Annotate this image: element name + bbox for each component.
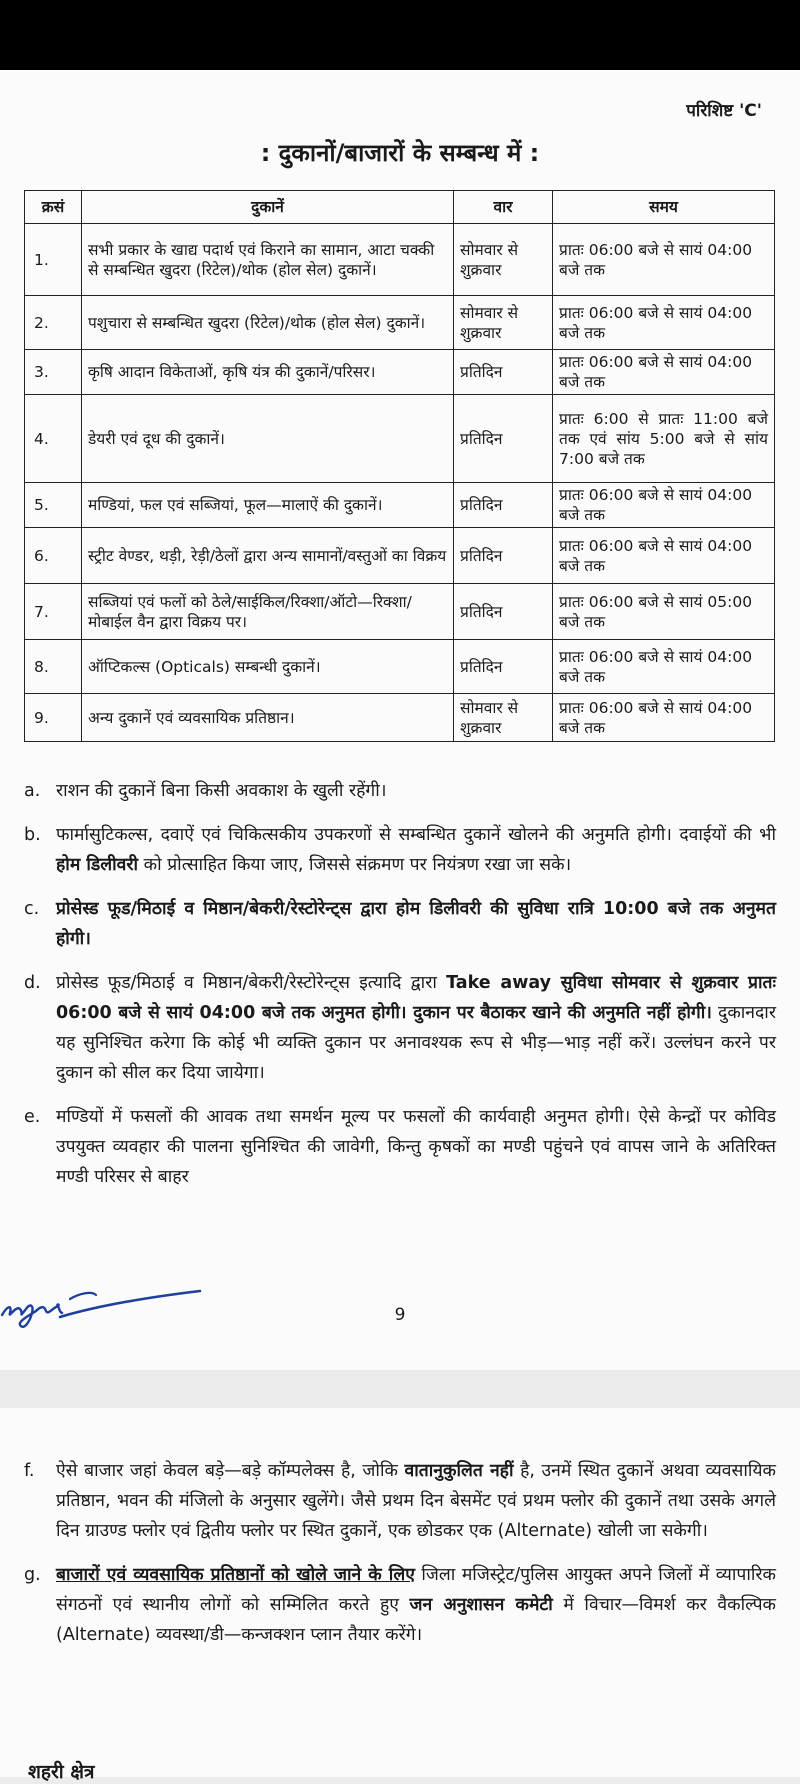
- note-b: [24, 820, 776, 880]
- cell-time: प्रातः 06:00 बजे से सायं 04:00 बजे तक: [553, 640, 775, 694]
- note-a: [24, 776, 776, 806]
- cell-shop: सभी प्रकार के खाद्य पदार्थ एवं किराने का सामान, आटा चक्की से सम्बन्धित खुदरा (रिटेल)/थोक (होल सेल) दुकानें।: [82, 224, 454, 296]
- cell-shop: डेयरी एवं दूध की दुकानें।: [82, 395, 454, 483]
- cell-day: प्रतिदिन: [454, 483, 553, 528]
- note-text: फार्मासुटिकल्स, दवाऐं एवं चिकित्सकीय उपकरणों से सम्बन्धित दुकानें खोलने की अनुमति होगी। दवाईयों की भी होम डिलीवरी को प्रोत्साहित किया जाए, जिससे संक्रमण पर नियंत्रण रखा जा सके।: [56, 825, 776, 875]
- header-shops: दुकानें: [82, 191, 454, 224]
- cell-serial: 8.: [25, 640, 82, 694]
- note-marker: d.: [24, 973, 41, 993]
- header-serial: क्रसं: [25, 191, 82, 224]
- cell-shop: पशुचारा से सम्बन्धित खुदरा (रिटेल)/थोक (होल सेल) दुकानें।: [82, 296, 454, 350]
- cell-time: प्रातः 06:00 बजे से सायं 04:00 बजे तक: [553, 483, 775, 528]
- cell-day: प्रतिदिन: [454, 395, 553, 483]
- cell-serial: 5.: [25, 483, 82, 528]
- note-d: [24, 968, 776, 1088]
- note-marker: f.: [24, 1461, 35, 1481]
- note-f: [24, 1456, 776, 1546]
- table-row: [25, 528, 775, 584]
- table-row: [25, 584, 775, 640]
- table-row: [25, 395, 775, 483]
- note-c: [24, 894, 776, 954]
- cell-shop: अन्य दुकानें एवं व्यवसायिक प्रतिष्ठान।: [82, 694, 454, 742]
- note-marker: e.: [24, 1107, 41, 1127]
- table-header-row: [25, 191, 775, 224]
- cell-time: प्रातः 06:00 बजे से सायं 05:00 बजे तक: [553, 584, 775, 640]
- cell-time: प्रातः 06:00 बजे से सायं 04:00 बजे तक: [553, 224, 775, 296]
- notes-list-continued: [24, 1456, 776, 1650]
- table-row: [25, 350, 775, 395]
- cell-day: सोमवार से शुक्रवार: [454, 296, 553, 350]
- cell-time: प्रातः 06:00 बजे से सायं 04:00 बजे तक: [553, 528, 775, 584]
- cell-time: प्रातः 06:00 बजे से सायं 04:00 बजे तक: [553, 296, 775, 350]
- cell-day: प्रतिदिन: [454, 528, 553, 584]
- section-title: : दुकानों/बाजारों के सम्बन्ध में :: [260, 139, 540, 167]
- cell-day: सोमवार से शुक्रवार: [454, 694, 553, 742]
- emphasis-text: होम डिलीवरी: [56, 855, 139, 875]
- document-page-2: [0, 1408, 800, 1783]
- cell-serial: 6.: [25, 528, 82, 584]
- cell-shop: स्ट्रीट वेण्डर, थड़ी, रेड़ी/ठेलों द्वारा अन्य सामानों/वस्तुओं का विक्रय: [82, 528, 454, 584]
- table-row: [25, 483, 775, 528]
- note-text: राशन की दुकानें बिना किसी अवकाश के खुली रहेंगी।: [56, 781, 387, 801]
- note-text: मण्डियों में फसलों की आवक तथा समर्थन मूल्य पर फसलों की कार्यवाही अनुमत होगी। ऐसे केन्द्रों पर कोविड उपयुक्त व्यवहार की पालना सुनिश्चित की जावेगी, किन्तु कृषकों का मण्डी पहुंचने एवं वापस जाने के अतिरिक्त मण्डी परिसर से बाहर: [56, 1107, 776, 1187]
- emphasis-text: Take away सुविधा सोमवार से शुक्रवार प्रातः 06:00 बजे से सायं 04:00 बजे तक अनुमत होगी। दुकान पर बैठाकर खाने की अनुमति नहीं होगी।: [56, 973, 776, 1023]
- emphasis-text: वातानुकुलित नहीं: [404, 1461, 514, 1481]
- shops-timing-table: [24, 190, 775, 742]
- table-row: [25, 694, 775, 742]
- notes-list: [24, 776, 776, 1192]
- page-number: 9: [394, 1305, 406, 1325]
- note-g: [24, 1560, 776, 1650]
- table-row: [25, 224, 775, 296]
- appendix-label: परिशिष्ट 'C': [686, 101, 762, 121]
- cell-serial: 4.: [25, 395, 82, 483]
- header-time: समय: [553, 191, 775, 224]
- cell-shop: ऑप्टिकल्स (Opticals) सम्बन्धी दुकानें।: [82, 640, 454, 694]
- cell-time: प्रातः 6:00 से प्रातः 11:00 बजे तक एवं सांय 5:00 बजे से सांय 7:00 बजे तक: [553, 395, 775, 483]
- header-day: वार: [454, 191, 553, 224]
- cell-day: प्रतिदिन: [454, 350, 553, 395]
- underlined-text: बाजारों एवं व्यवसायिक प्रतिष्ठानों को खोले जाने के लिए: [56, 1565, 415, 1585]
- section-heading-urban: शहरी क्षेत्र: [28, 1761, 95, 1783]
- note-marker: c.: [24, 899, 40, 919]
- note-text: ऐसे बाजार जहां केवल बड़े—बड़े कॉम्पलेक्स है, जोकि वातानुकुलित नहीं है, उनमें स्थित दुकानें अथवा व्यवसायिक प्रतिष्ठान, भवन की मंजिलो के अनुसार खुलेंगे। जैसे प्रथम दिन बेसमेंट एवं प्रथम फ्लोर की दुकानें तथा उसके अगले दिन ग्राउण्ड फ्लोर एवं द्वितीय फ्लोर पर स्थित दुकानें, एक छोडकर एक (Alternate) खोली जा सकेगी।: [56, 1461, 776, 1541]
- note-e: [24, 1102, 776, 1192]
- status-bar: [0, 0, 800, 70]
- table-row: [25, 296, 775, 350]
- cell-day: प्रतिदिन: [454, 584, 553, 640]
- note-text: प्रोसेस्ड फूड/मिठाई व मिष्ठान/बेकरी/रेस्टोरेन्ट्स इत्यादि द्वारा Take away सुविधा सोमवार से शुक्रवार प्रातः 06:00 बजे से सायं 04:00 बजे तक अनुमत होगी। दुकान पर बैठाकर खाने की अनुमति नहीं होगी। दुकानदार यह सुनिश्चित करेगा कि कोई भी व्यक्ति दुकान पर अनावश्यक रूप से भीड़—भाड़ नहीं करें। उल्लंघन करने पर दुकान को सील कर दिया जायेगा।: [56, 973, 776, 1083]
- note-marker: b.: [24, 825, 41, 845]
- note-marker: a.: [24, 781, 41, 801]
- cell-serial: 1.: [25, 224, 82, 296]
- cell-shop: सब्जियां एवं फलों को ठेले/साईकिल/रिक्शा/ऑटो—रिक्शा/मोबाईल वैन द्वारा विक्रय पर।: [82, 584, 454, 640]
- cell-time: प्रातः 06:00 बजे से सायं 04:00 बजे तक: [553, 694, 775, 742]
- cell-serial: 9.: [25, 694, 82, 742]
- cell-day: सोमवार से शुक्रवार: [454, 224, 553, 296]
- note-marker: g.: [24, 1565, 41, 1585]
- table-row: [25, 640, 775, 694]
- emphasis-text: जन अनुशासन कमेटी: [409, 1595, 553, 1615]
- cell-day: प्रतिदिन: [454, 640, 553, 694]
- cell-shop: मण्डियां, फल एवं सब्जियां, फूल—मालाऐं की दुकानें।: [82, 483, 454, 528]
- note-text: प्रोसेस्ड फूड/मिठाई व मिष्ठान/बेकरी/रेस्टोरेन्ट्स द्वारा होम डिलीवरी की सुविधा रात्रि 10:00 बजे तक अनुमत होगी।: [56, 899, 776, 949]
- note-text: बाजारों एवं व्यवसायिक प्रतिष्ठानों को खोले जाने के लिए जिला मजिस्ट्रेट/पुलिस आयुक्त अपने जिलों में व्यापारिक संगठनों एवं स्थानीय लोगों को सम्मिलित करते हुए जन अनुशासन कमेटी में विचार—विमर्श कर वैकल्पिक (Alternate) व्यवस्था/डी—कन्जक्शन प्लान तैयार करेंगे।: [56, 1565, 776, 1645]
- cell-serial: 3.: [25, 350, 82, 395]
- cell-time: प्रातः 06:00 बजे से सायं 04:00 बजे तक: [553, 350, 775, 395]
- cell-shop: कृषि आदान विकेताओं, कृषि यंत्र की दुकानें/परिसर।: [82, 350, 454, 395]
- cell-serial: 7.: [25, 584, 82, 640]
- document-page-1: [0, 70, 800, 1370]
- cell-serial: 2.: [25, 296, 82, 350]
